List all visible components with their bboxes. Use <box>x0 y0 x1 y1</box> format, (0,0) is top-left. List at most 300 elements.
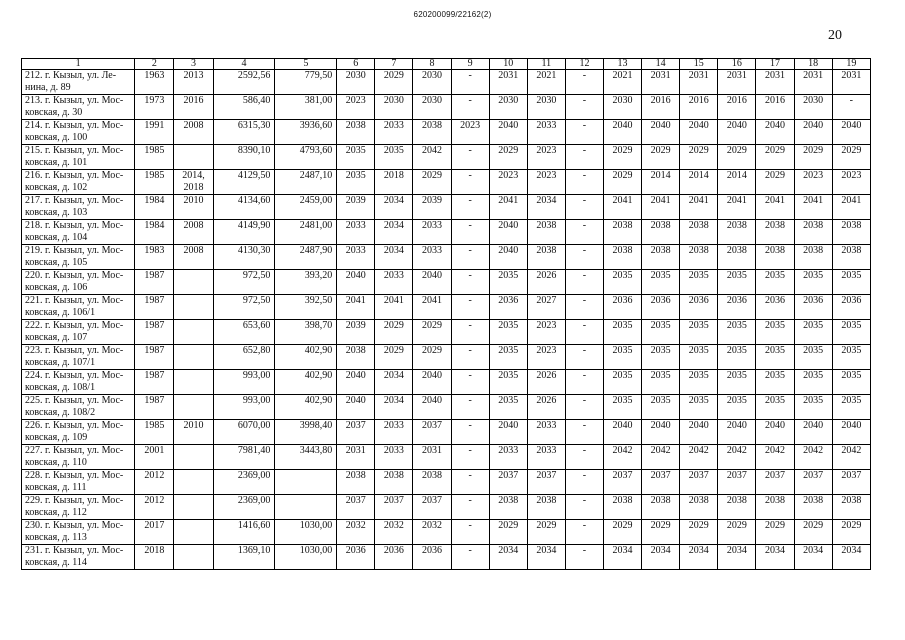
table-cell: - <box>451 220 489 245</box>
table-cell: 2037 <box>413 495 451 520</box>
table-cell <box>174 520 213 545</box>
table-cell: 2026 <box>527 370 565 395</box>
table-cell: 2592,56 <box>213 70 275 95</box>
table-cell: 2038 <box>527 220 565 245</box>
table-cell: 2035 <box>794 370 832 395</box>
table-cell: 2035 <box>337 145 375 170</box>
table-cell: 2040 <box>337 270 375 295</box>
table-cell: 2036 <box>337 545 375 570</box>
table-cell: 2012 <box>135 495 174 520</box>
table-cell: 2021 <box>527 70 565 95</box>
table-cell: 2035 <box>642 370 680 395</box>
table-cell: 2038 <box>680 220 718 245</box>
table-cell: 2035 <box>604 370 642 395</box>
table-cell: - <box>565 120 603 145</box>
table-cell: 2041 <box>718 195 756 220</box>
table-cell: 2042 <box>794 445 832 470</box>
table-cell: 2041 <box>604 195 642 220</box>
table-cell <box>174 495 213 520</box>
table-cell: 2038 <box>756 495 794 520</box>
table-cell <box>174 470 213 495</box>
table-cell: 1984 <box>135 195 174 220</box>
table-cell: 2036 <box>375 545 413 570</box>
table-cell: 2042 <box>832 445 870 470</box>
table-cell: 2040 <box>794 120 832 145</box>
column-header: 19 <box>832 59 870 70</box>
table-row <box>22 145 871 170</box>
table-cell: 2038 <box>756 245 794 270</box>
table-cell: 2012 <box>135 470 174 495</box>
table-cell: 2038 <box>604 220 642 245</box>
table-cell: 2035 <box>756 370 794 395</box>
table-cell: 2030 <box>489 95 527 120</box>
table-row <box>22 120 871 145</box>
table-cell: 2032 <box>375 520 413 545</box>
table-cell: 2035 <box>832 370 870 395</box>
table-cell: 2041 <box>794 195 832 220</box>
table-cell: 2036 <box>489 295 527 320</box>
table-cell: 2029 <box>375 345 413 370</box>
address-cell: 215. г. Кызыл, ул. Мос-ковская, д. 101 <box>22 145 135 170</box>
table-cell: 2035 <box>794 395 832 420</box>
table-cell: 2023 <box>832 170 870 195</box>
table-cell: 2031 <box>832 70 870 95</box>
table-cell: 4793,60 <box>275 145 337 170</box>
address-cell: 226. г. Кызыл, ул. Мос-ковская, д. 109 <box>22 420 135 445</box>
table-cell: 2037 <box>375 495 413 520</box>
table-cell <box>174 320 213 345</box>
table-row <box>22 445 871 470</box>
table-cell: 2037 <box>718 470 756 495</box>
table-cell: 4129,50 <box>213 170 275 195</box>
table-cell: 2008 <box>174 220 213 245</box>
table-cell: 779,50 <box>275 70 337 95</box>
table-cell: 2039 <box>337 195 375 220</box>
table-cell: 2035 <box>794 345 832 370</box>
table-cell: 1984 <box>135 220 174 245</box>
column-header: 11 <box>527 59 565 70</box>
buildings-table <box>21 58 871 570</box>
table-cell: 2029 <box>375 320 413 345</box>
table-row <box>22 520 871 545</box>
table-cell: 2023 <box>527 320 565 345</box>
table-cell: 2029 <box>718 145 756 170</box>
table-cell: 2031 <box>756 70 794 95</box>
table-cell: 2018 <box>135 545 174 570</box>
table-cell: 2038 <box>832 245 870 270</box>
table-cell: 381,00 <box>275 95 337 120</box>
table-cell: 6315,30 <box>213 120 275 145</box>
column-header: 3 <box>174 59 213 70</box>
table-cell: 2023 <box>489 170 527 195</box>
table-row <box>22 245 871 270</box>
column-header: 18 <box>794 59 832 70</box>
column-header: 12 <box>565 59 603 70</box>
table-cell: - <box>451 170 489 195</box>
table-cell: 2035 <box>832 270 870 295</box>
table-cell: 402,90 <box>275 345 337 370</box>
table-cell: 4134,60 <box>213 195 275 220</box>
table-cell: 586,40 <box>213 95 275 120</box>
table-cell: - <box>451 445 489 470</box>
table-cell: 2033 <box>527 445 565 470</box>
table-cell: - <box>565 295 603 320</box>
table-cell: 2029 <box>413 320 451 345</box>
table-cell: 2034 <box>375 245 413 270</box>
table-cell: 2035 <box>756 395 794 420</box>
table-cell: - <box>451 495 489 520</box>
table-cell: - <box>451 270 489 295</box>
table-cell: 2013 <box>174 70 213 95</box>
table-cell: 972,50 <box>213 270 275 295</box>
table-cell: 2037 <box>489 470 527 495</box>
table-cell: - <box>451 395 489 420</box>
table-cell: 2040 <box>337 395 375 420</box>
column-header: 2 <box>135 59 174 70</box>
table-cell: 2035 <box>337 170 375 195</box>
table-cell: 2023 <box>337 95 375 120</box>
column-header: 9 <box>451 59 489 70</box>
table-cell: 2038 <box>680 495 718 520</box>
table-cell: - <box>565 470 603 495</box>
table-cell: 2030 <box>413 95 451 120</box>
table-cell: - <box>565 195 603 220</box>
table-cell: 2014, 2018 <box>174 170 213 195</box>
table-cell: 2040 <box>642 120 680 145</box>
table-cell: 2040 <box>489 245 527 270</box>
table-cell: - <box>565 170 603 195</box>
table-cell: 2035 <box>375 145 413 170</box>
table-cell: 2042 <box>413 145 451 170</box>
address-cell: 214. г. Кызыл, ул. Мос-ковская, д. 100 <box>22 120 135 145</box>
table-cell: 2035 <box>718 395 756 420</box>
table-cell <box>174 545 213 570</box>
table-cell: 2023 <box>794 170 832 195</box>
table-row <box>22 70 871 95</box>
table-cell <box>275 495 337 520</box>
table-cell <box>174 295 213 320</box>
table-cell: 2035 <box>832 395 870 420</box>
table-cell: 2035 <box>642 395 680 420</box>
table-cell: 2032 <box>337 520 375 545</box>
table-cell: 2041 <box>489 195 527 220</box>
table-cell: 2035 <box>794 320 832 345</box>
table-cell: 2016 <box>756 95 794 120</box>
table-cell: 402,90 <box>275 395 337 420</box>
table-cell: 2037 <box>832 470 870 495</box>
column-header: 14 <box>642 59 680 70</box>
table-cell: 2033 <box>413 220 451 245</box>
table-cell: 2034 <box>604 545 642 570</box>
table-cell: 2033 <box>337 220 375 245</box>
table-cell: - <box>565 95 603 120</box>
table-cell: 1985 <box>135 170 174 195</box>
table-cell: 2035 <box>718 370 756 395</box>
table-cell: 2008 <box>174 245 213 270</box>
table-cell: 2016 <box>718 95 756 120</box>
table-cell: 1369,10 <box>213 545 275 570</box>
table-cell: 2038 <box>337 120 375 145</box>
table-cell <box>174 345 213 370</box>
table-cell: 2029 <box>680 145 718 170</box>
table-cell: 2038 <box>642 495 680 520</box>
table-cell: 2035 <box>680 370 718 395</box>
table-cell: - <box>565 395 603 420</box>
table-cell: 1030,00 <box>275 520 337 545</box>
table-cell <box>275 470 337 495</box>
address-cell: 217. г. Кызыл, ул. Мос-ковская, д. 103 <box>22 195 135 220</box>
table-cell: 2041 <box>375 295 413 320</box>
table-cell: 2035 <box>642 320 680 345</box>
table-cell: 2036 <box>832 295 870 320</box>
table-cell: 2029 <box>604 145 642 170</box>
table-cell: 2040 <box>489 420 527 445</box>
table-cell: 2037 <box>794 470 832 495</box>
table-cell: 2039 <box>413 195 451 220</box>
address-cell: 213. г. Кызыл, ул. Мос-ковская, д. 30 <box>22 95 135 120</box>
table-cell: 2038 <box>413 470 451 495</box>
table-row <box>22 295 871 320</box>
table-cell: 2035 <box>604 395 642 420</box>
table-cell: 652,80 <box>213 345 275 370</box>
table-cell: 2034 <box>756 545 794 570</box>
table-cell: - <box>451 420 489 445</box>
table-cell: 2016 <box>174 95 213 120</box>
table-cell: 2036 <box>413 545 451 570</box>
table-cell: 2035 <box>756 345 794 370</box>
table-cell: 2035 <box>832 345 870 370</box>
table-cell: 2035 <box>756 320 794 345</box>
table-cell: 2029 <box>794 145 832 170</box>
table-cell: 2042 <box>718 445 756 470</box>
table-cell: 2034 <box>489 545 527 570</box>
table-cell: 2038 <box>718 245 756 270</box>
table-cell: 2038 <box>832 495 870 520</box>
table-cell: 2023 <box>451 120 489 145</box>
table-cell: 2038 <box>337 470 375 495</box>
table-cell: 2023 <box>527 145 565 170</box>
table-cell: 2037 <box>527 470 565 495</box>
table-cell <box>174 270 213 295</box>
table-cell: 2035 <box>604 270 642 295</box>
table-cell: 2029 <box>794 520 832 545</box>
table-cell: 2040 <box>604 120 642 145</box>
table-cell: 2033 <box>375 120 413 145</box>
table-cell: 2040 <box>680 420 718 445</box>
table-cell: 2029 <box>642 520 680 545</box>
table-cell: 402,90 <box>275 370 337 395</box>
table-row <box>22 545 871 570</box>
table-cell: 993,00 <box>213 395 275 420</box>
table-cell: - <box>565 495 603 520</box>
table-row <box>22 270 871 295</box>
table-cell: - <box>565 145 603 170</box>
table-cell: 8390,10 <box>213 145 275 170</box>
table-cell: 2034 <box>642 545 680 570</box>
table-cell: - <box>565 520 603 545</box>
table-cell: 2030 <box>413 70 451 95</box>
table-cell: 2041 <box>832 195 870 220</box>
table-cell: 2023 <box>527 170 565 195</box>
table-cell: 2034 <box>680 545 718 570</box>
table-cell: 1983 <box>135 245 174 270</box>
column-header: 17 <box>756 59 794 70</box>
address-cell: 218. г. Кызыл, ул. Мос-ковская, д. 104 <box>22 220 135 245</box>
address-cell: 230. г. Кызыл, ул. Мос-ковская, д. 113 <box>22 520 135 545</box>
table-cell: 1963 <box>135 70 174 95</box>
table-cell: 2029 <box>489 145 527 170</box>
table-cell: 2038 <box>375 470 413 495</box>
table-cell: 2035 <box>680 270 718 295</box>
table-cell: 2035 <box>718 320 756 345</box>
table-cell: 1987 <box>135 395 174 420</box>
table-cell: 2029 <box>413 170 451 195</box>
address-cell: 220. г. Кызыл, ул. Мос-ковская, д. 106 <box>22 270 135 295</box>
table-row <box>22 370 871 395</box>
table-cell: 2038 <box>718 220 756 245</box>
table-cell: 2035 <box>489 270 527 295</box>
table-cell: - <box>565 445 603 470</box>
table-cell: 2369,00 <box>213 470 275 495</box>
table-cell: 2033 <box>413 245 451 270</box>
table-cell: 2033 <box>375 445 413 470</box>
table-cell: 1991 <box>135 120 174 145</box>
table-cell: - <box>451 295 489 320</box>
table-cell: 2042 <box>604 445 642 470</box>
table-cell: 2035 <box>489 320 527 345</box>
table-cell: 2035 <box>756 270 794 295</box>
table-cell: 2040 <box>756 120 794 145</box>
table-cell: 2042 <box>680 445 718 470</box>
table-cell: 2029 <box>832 145 870 170</box>
table-cell: 2038 <box>604 245 642 270</box>
table-cell: 2033 <box>375 270 413 295</box>
table-cell: 2038 <box>832 220 870 245</box>
table-cell: 2036 <box>642 295 680 320</box>
table-cell: - <box>565 545 603 570</box>
table-row <box>22 495 871 520</box>
table-cell: 2487,90 <box>275 245 337 270</box>
column-header: 5 <box>275 59 337 70</box>
table-cell: 2034 <box>794 545 832 570</box>
column-header: 13 <box>604 59 642 70</box>
table-cell: 2034 <box>527 195 565 220</box>
table-cell: 2035 <box>832 320 870 345</box>
table-cell: 2041 <box>680 195 718 220</box>
table-cell: 2036 <box>604 295 642 320</box>
table-cell: 2023 <box>527 345 565 370</box>
table-cell: 1987 <box>135 270 174 295</box>
table-cell: - <box>565 70 603 95</box>
table-cell: - <box>451 520 489 545</box>
table-cell: 1985 <box>135 420 174 445</box>
table-cell: 1987 <box>135 295 174 320</box>
table-cell: 2029 <box>642 145 680 170</box>
table-cell: - <box>451 470 489 495</box>
table-cell: 2029 <box>413 345 451 370</box>
table-cell: 398,70 <box>275 320 337 345</box>
document-id: 620200099/22162(2) <box>413 10 492 19</box>
address-cell: 212. г. Кызыл, ул. Ле-нина, д. 89 <box>22 70 135 95</box>
table-cell <box>174 145 213 170</box>
table-cell: 2035 <box>794 270 832 295</box>
address-cell: 224. г. Кызыл, ул. Мос-ковская, д. 108/1 <box>22 370 135 395</box>
table-cell: 2040 <box>413 270 451 295</box>
table-cell: - <box>451 345 489 370</box>
table-cell: 2029 <box>527 520 565 545</box>
table-cell: 2035 <box>718 345 756 370</box>
table-cell: 2033 <box>527 420 565 445</box>
table-cell: 2039 <box>337 320 375 345</box>
address-cell: 223. г. Кызыл, ул. Мос-ковская, д. 107/1 <box>22 345 135 370</box>
column-header: 8 <box>413 59 451 70</box>
table-cell: 2037 <box>756 470 794 495</box>
table-cell: 2027 <box>527 295 565 320</box>
table-cell: 2369,00 <box>213 495 275 520</box>
table-cell: 2040 <box>413 370 451 395</box>
table-cell: 1987 <box>135 320 174 345</box>
table-cell: 2040 <box>413 395 451 420</box>
table-cell: - <box>451 370 489 395</box>
table-cell: - <box>832 95 870 120</box>
table-cell: 653,60 <box>213 320 275 345</box>
table-cell: 2029 <box>832 520 870 545</box>
table-cell: 2038 <box>642 245 680 270</box>
table-cell: 2034 <box>375 395 413 420</box>
table-cell: 2014 <box>680 170 718 195</box>
table-cell: 2038 <box>337 345 375 370</box>
table-cell: - <box>565 220 603 245</box>
table-cell: 2017 <box>135 520 174 545</box>
table-cell: 2040 <box>337 370 375 395</box>
table-cell <box>174 370 213 395</box>
table-cell: 2481,00 <box>275 220 337 245</box>
table-cell: 2033 <box>489 445 527 470</box>
table-cell: 2040 <box>718 120 756 145</box>
table-row <box>22 395 871 420</box>
table-cell: 2029 <box>604 520 642 545</box>
table-cell: 2042 <box>756 445 794 470</box>
table-cell: 2034 <box>718 545 756 570</box>
table-cell: 3443,80 <box>275 445 337 470</box>
table-cell: 2036 <box>794 295 832 320</box>
table-cell: 2041 <box>756 195 794 220</box>
column-header: 4 <box>213 59 275 70</box>
header-row <box>22 59 871 70</box>
table-cell: 1987 <box>135 345 174 370</box>
table-body <box>22 70 871 570</box>
table-cell: 2037 <box>642 470 680 495</box>
table-cell: 2033 <box>337 245 375 270</box>
table-cell: 7981,40 <box>213 445 275 470</box>
table-cell: 2014 <box>718 170 756 195</box>
table-cell: 2026 <box>527 270 565 295</box>
table-cell: - <box>451 320 489 345</box>
table-cell: - <box>565 345 603 370</box>
table-cell: 2029 <box>604 170 642 195</box>
page-number: 20 <box>828 28 842 43</box>
table-cell: 2035 <box>642 270 680 295</box>
table-row <box>22 170 871 195</box>
table-cell: - <box>565 270 603 295</box>
table-cell: 2029 <box>489 520 527 545</box>
table-cell: - <box>451 145 489 170</box>
table-cell: 2038 <box>413 120 451 145</box>
table-row <box>22 470 871 495</box>
table-cell: 2034 <box>375 370 413 395</box>
table-cell: 2038 <box>756 220 794 245</box>
table-cell: 2037 <box>337 420 375 445</box>
